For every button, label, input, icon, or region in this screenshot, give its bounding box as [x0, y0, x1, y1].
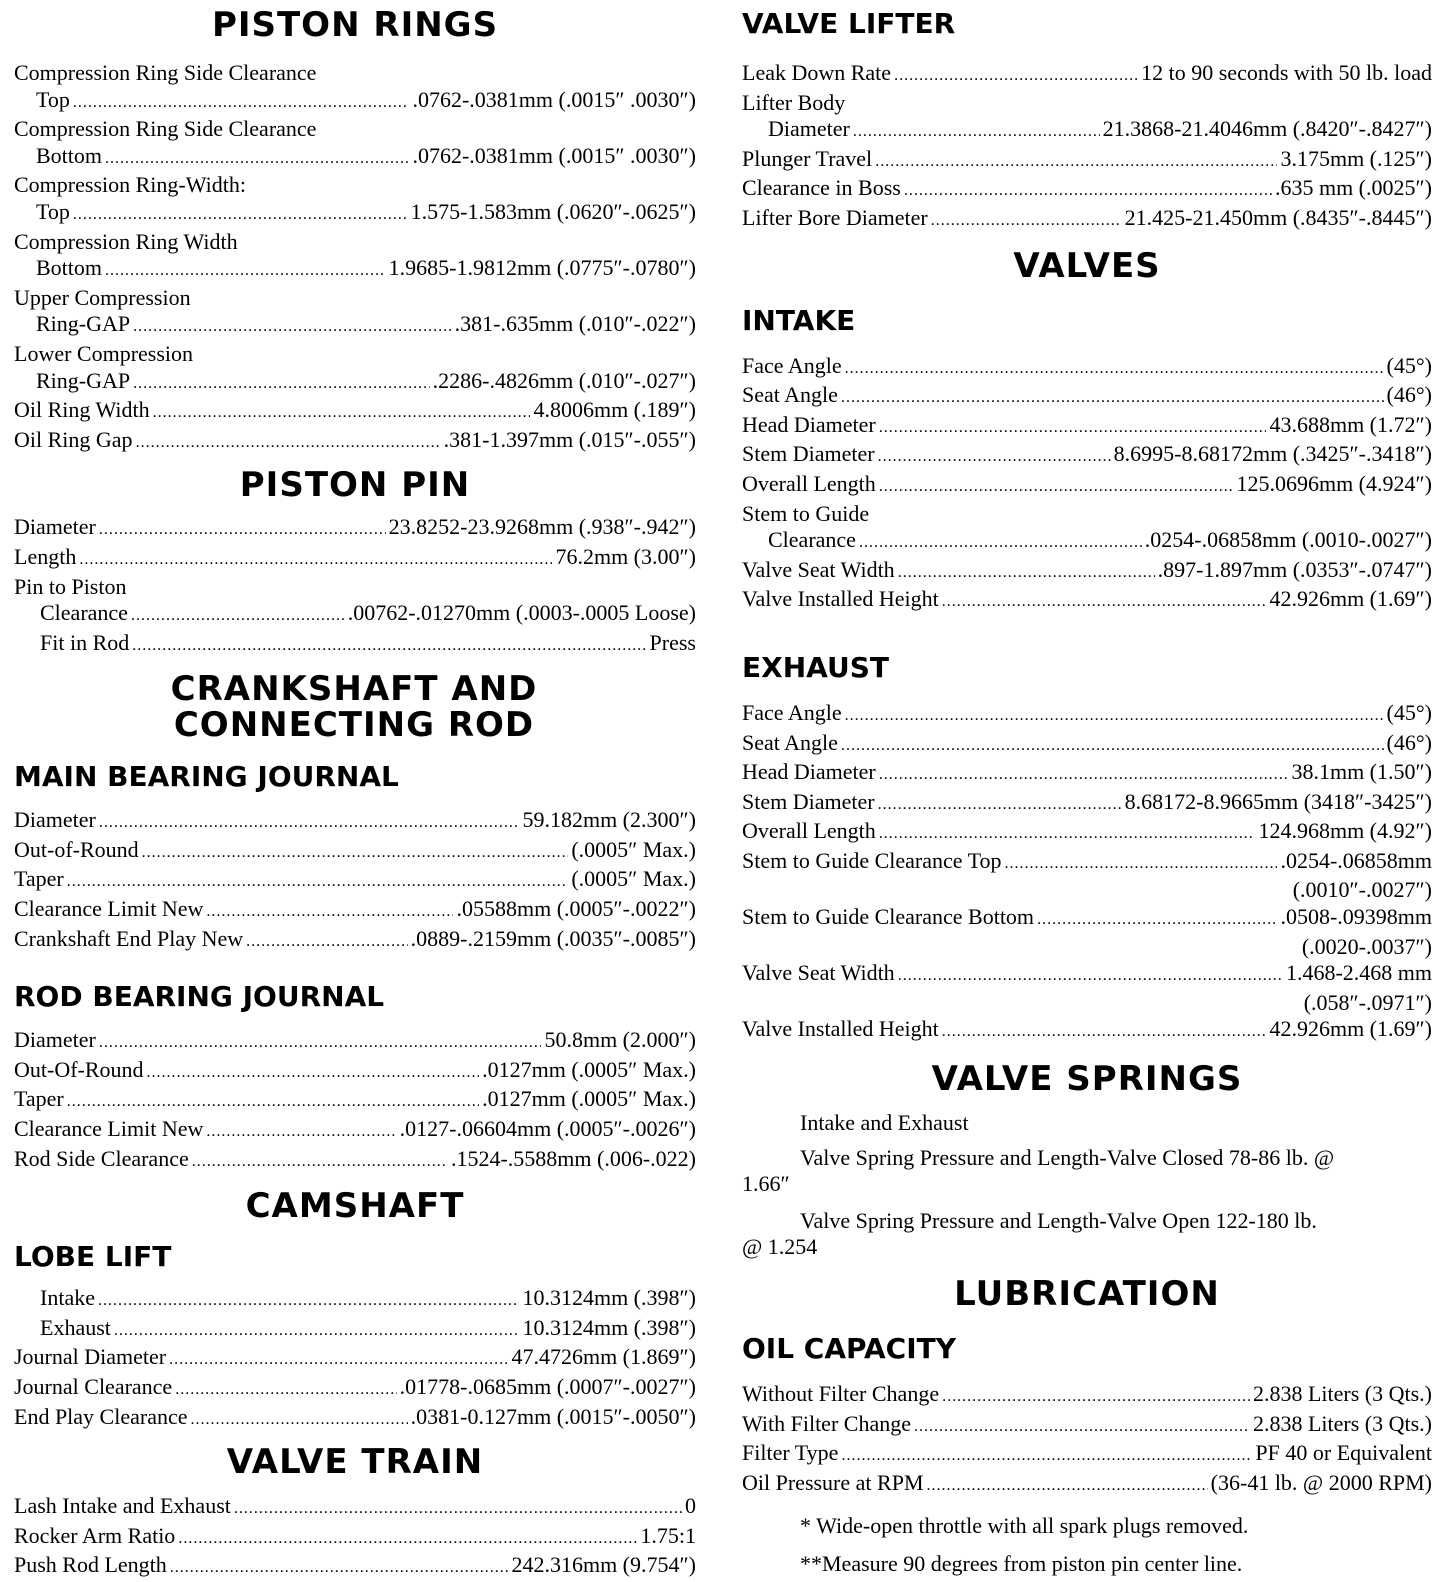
- right-column: [742, 0, 1432, 1579]
- piston-rings-heading: PISTON RINGS: [211, 5, 499, 45]
- intake-row: Head Diameter ..... 43.688mm (1.72″): [742, 412, 1432, 442]
- rod-row: Taper ..... .0127mm (.0005″ Max.): [14, 1086, 696, 1116]
- intake-row: Stem Diameter ..... 8.6995-8.68172mm (.3425″-.3418″): [742, 441, 1432, 471]
- main-row: Crankshaft End Play New ..... .0889-.2159mm (.0035″-.0085″): [14, 926, 696, 956]
- intake-row: Face Angle ..... (45°): [742, 353, 1432, 383]
- footnote-2: **Measure 90 degrees from piston pin center line.: [800, 1551, 1243, 1577]
- intake-guide-label: Stem to Guide: [742, 500, 870, 526]
- lifter-body-diameter-row: Diameter ..... 21.3868-21.4046mm (.8420″-.8427″): [742, 116, 1432, 146]
- springs-line1: Intake and Exhaust: [800, 1110, 969, 1136]
- oil-ring-gap-row: Oil Ring Gap ..... .381-1.397mm (.015″-.055″): [14, 427, 696, 457]
- footnote-1: * Wide-open throttle with all spark plugs removed.: [800, 1513, 1249, 1539]
- intake-heading: INTAKE: [742, 303, 856, 337]
- main-row: Taper ..... (.0005″ Max.): [14, 866, 696, 896]
- lubrication-heading: LUBRICATION: [954, 1274, 1220, 1314]
- rod-row: Diameter ..... 50.8mm (2.000″): [14, 1027, 696, 1057]
- main-row: Clearance Limit New ..... .05588mm (.0005″-.0022″): [14, 896, 696, 926]
- leak-down-row: Leak Down Rate ..... 12 to 90 seconds with 50 lb. load: [742, 60, 1432, 90]
- springs-closed-a: Valve Spring Pressure and Length-Valve Closed 78-86 lb. @: [800, 1144, 1335, 1170]
- journal-diameter-row: Journal Diameter ..... 47.4726mm (1.869″): [14, 1344, 696, 1374]
- exhaust-list: [742, 700, 1432, 848]
- valve-train-heading: VALVE TRAIN: [226, 1442, 484, 1483]
- springs-text: [742, 1110, 1432, 1261]
- main-bearing-list: [14, 807, 696, 955]
- pin-clearance-row: Clearance ..... .00762-.01270mm (.0003-.0005 Loose): [14, 600, 696, 630]
- pin-diameter-row: Diameter ..... 23.8252-23.9268mm (.938″-.942″): [14, 514, 696, 544]
- exhaust-row: Head Diameter ..... 38.1mm (1.50″): [742, 759, 1432, 789]
- lower-gap-row: Ring-GAP ..... .2286-.4826mm (.010″-.027″): [14, 368, 696, 398]
- main-row: Out-of-Round ..... (.0005″ Max.): [14, 837, 696, 867]
- valve-train-list: [14, 1493, 696, 1582]
- plunger-travel-row: Plunger Travel ..... 3.175mm (.125″): [742, 146, 1432, 176]
- oil-row: Oil Pressure at RPM ..... (36-41 lb. @ 2000 RPM): [742, 1470, 1432, 1500]
- pin-to-piston-label: Pin to Piston: [14, 573, 127, 599]
- main-bearing-heading: MAIN BEARING JOURNAL: [14, 760, 399, 794]
- lifter-body-label: Lifter Body: [742, 89, 846, 115]
- end-play-row: End Play Clearance ..... .0381-0.127mm (.0015″-.0050″): [14, 1404, 696, 1434]
- intake-row: Overall Length ..... 125.0696mm (4.924″): [742, 471, 1432, 501]
- lobe-intake-row: Intake ..... 10.3124mm (.398″): [14, 1285, 696, 1315]
- ex-installed-row: Valve Installed Height ..... 42.926mm (1.69″): [742, 1016, 1432, 1046]
- valve-train-row: Rocker Arm Ratio ..... 1.75:1: [14, 1523, 696, 1553]
- comp-width-top-row: Top ..... 1.575-1.583mm (.0620″-.0625″): [14, 199, 696, 229]
- valve-train-row: Push Rod Length ..... 242.316mm (9.754″): [14, 1552, 696, 1582]
- valve-train-row: Lash Intake and Exhaust ..... 0: [14, 1493, 696, 1523]
- rod-row: Rod Side Clearance ..... .1524-.5588mm (.006-.022): [14, 1146, 696, 1176]
- oil-ring-width-row: Oil Ring Width ..... 4.8006mm (.189″): [14, 397, 696, 427]
- ex-guide-top-row: Stem to Guide Clearance Top ..... .0254-.06858mm: [742, 848, 1432, 878]
- upper-gap-row: Ring-GAP ..... .381-.635mm (.010″-.022″): [14, 311, 696, 341]
- crankshaft-heading: CRANKSHAFT AND CONNECTING ROD: [170, 669, 538, 746]
- oil-capacity-heading: OIL CAPACITY: [742, 1332, 956, 1365]
- pin-fit-row: Fit in Rod ..... Press: [14, 630, 696, 660]
- lobe-exhaust-row: Exhaust ..... 10.3124mm (.398″): [14, 1315, 696, 1345]
- exhaust-row: Seat Angle ..... (46°): [742, 730, 1432, 760]
- pin-length-row: Length ..... 76.2mm (3.00″): [14, 544, 696, 574]
- rod-bearing-list: [14, 1027, 696, 1175]
- comp-side-top-label: Compression Ring Side Clearance: [14, 60, 317, 85]
- oil-row: Filter Type ..... PF 40 or Equivalent: [742, 1440, 1432, 1470]
- lifter-bore-row: Lifter Bore Diameter ..... 21.425-21.450mm (.8435″-.8445″): [742, 205, 1432, 235]
- springs-closed-b: 1.66″: [742, 1171, 790, 1197]
- comp-width-bottom-label: Compression Ring Width: [14, 228, 238, 254]
- rod-bearing-heading: ROD BEARING JOURNAL: [14, 980, 385, 1014]
- intake-seat-width-row: Valve Seat Width ..... .897-1.897mm (.0353″-.0747″): [742, 557, 1432, 587]
- ex-guide-bottom-row: Stem to Guide Clearance Bottom ..... .0508-.09398mm: [742, 904, 1432, 934]
- exhaust-row: Stem Diameter ..... 8.68172-8.9665mm (3418″-3425″): [742, 789, 1432, 819]
- exhaust-row: Overall Length ..... 124.968mm (4.92″): [742, 818, 1432, 848]
- intake-guide-row: Clearance ..... .0254-.06858mm (.0010-.0027″): [742, 527, 1432, 557]
- valves-heading: VALVES: [1013, 245, 1161, 286]
- clearance-boss-row: Clearance in Boss ..... .635 mm (.0025″): [742, 175, 1432, 205]
- intake-installed-row: Valve Installed Height ..... 42.926mm (1.69″): [742, 586, 1432, 616]
- ex-seat-width-row: Valve Seat Width ..... 1.468-2.468 mm: [742, 960, 1432, 990]
- rod-row: Clearance Limit New ..... .0127-.06604mm (.0005″-.0026″): [14, 1116, 696, 1146]
- comp-side-top-row: Top ..... .0762-.0381mm (.0015″ .0030″): [14, 87, 696, 117]
- journal-clearance-row: Journal Clearance ..... .01778-.0685mm (.0007″-.0027″): [14, 1374, 696, 1404]
- ex-seat-width-val2: (.058″-.0971″): [1303, 989, 1432, 1015]
- springs-open-b: @ 1.254: [742, 1234, 818, 1260]
- comp-side-bottom-label: Compression Ring Side Clearance: [14, 116, 317, 142]
- exhaust-row: Face Angle ..... (45°): [742, 700, 1432, 730]
- valve-lifter-heading: VALVE LIFTER: [742, 7, 956, 40]
- upper-gap-label: Upper Compression: [14, 284, 191, 310]
- main-row: Diameter ..... 59.182mm (2.300″): [14, 807, 696, 837]
- rod-row: Out-Of-Round ..... .0127mm (.0005″ Max.): [14, 1057, 696, 1087]
- ex-guide-bottom-val2: (.0020-.0037″): [1301, 933, 1432, 959]
- oil-row: Without Filter Change ..... 2.838 Liters (3 Qts.): [742, 1381, 1432, 1411]
- ex-guide-top-val2: (.0010″-.0027″): [1292, 877, 1432, 903]
- left-column: [14, 0, 696, 1582]
- oil-capacity-list: [742, 1381, 1432, 1499]
- piston-pin-heading: PISTON PIN: [239, 465, 471, 506]
- lobe-lift-heading: LOBE LIFT: [14, 1240, 172, 1274]
- springs-open-a: Valve Spring Pressure and Length-Valve Open 122-180 lb.: [800, 1207, 1317, 1233]
- lower-gap-label: Lower Compression: [14, 340, 194, 366]
- comp-width-bottom-row: Bottom ..... 1.9685-1.9812mm (.0775″-.0780″): [14, 255, 696, 285]
- camshaft-heading: CAMSHAFT: [245, 1186, 465, 1227]
- comp-side-bottom-row: Bottom ..... .0762-.0381mm (.0015″ .0030″): [14, 143, 696, 173]
- valve-springs-heading: VALVE SPRINGS: [931, 1059, 1243, 1100]
- oil-row: With Filter Change ..... 2.838 Liters (3 Qts.): [742, 1411, 1432, 1441]
- exhaust-heading: EXHAUST: [742, 650, 889, 684]
- intake-list: [742, 353, 1432, 501]
- intake-row: Seat Angle ..... (46°): [742, 382, 1432, 412]
- comp-width-top-label: Compression Ring-Width:: [14, 172, 246, 198]
